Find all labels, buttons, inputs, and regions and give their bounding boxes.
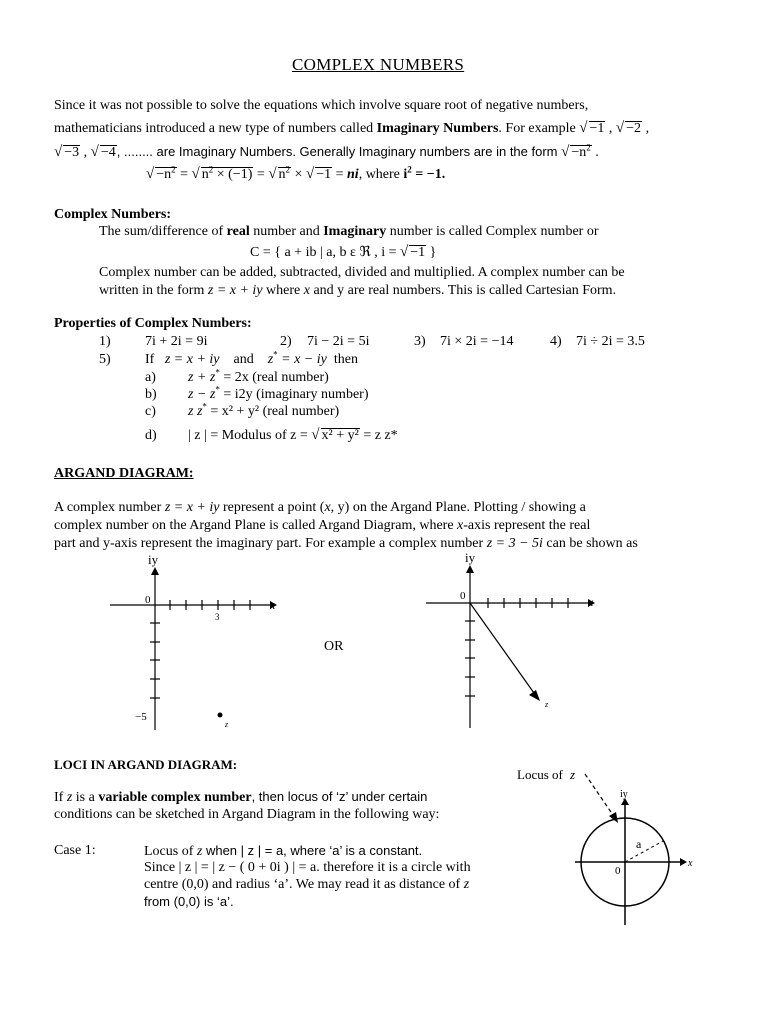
axis-label-iy: iy: [620, 789, 628, 800]
loci-paragraph-2: conditions can be sketched in Argand Diagram in the following way:: [54, 807, 440, 822]
argand-diagram-vector: [420, 548, 610, 733]
radius-label-a: a: [636, 837, 642, 851]
loci-paragraph-1: If z is a variable complex number, then locus of ‘z’ under certain: [54, 789, 428, 805]
property-2-num: 2): [280, 334, 292, 349]
argand-line-1: A complex number z = x + iy represent a point (x, y) on the Argand Plane. Plotting / showing a: [54, 500, 586, 515]
properties-heading: Properties of Complex Numbers:: [54, 316, 252, 331]
complex-set-definition: C = { a + ib | a, b ε ℜ , i = √ −1 }: [250, 244, 437, 260]
axis-label-iy: iy: [465, 550, 476, 565]
case-1-line-4: from (0,0) is ‘a’.: [144, 894, 234, 909]
origin-label: 0: [615, 865, 621, 877]
property-1-num: 1): [99, 334, 111, 349]
intro-line-2: mathematicians introduced a new type of numbers called Imaginary Numbers. For example √ −1 , √ −2 ,: [54, 120, 650, 136]
vector-arrow-icon: [529, 690, 540, 701]
property-2: 7i − 2i = 5i: [307, 334, 370, 349]
vector-label-z: z: [545, 700, 549, 709]
case-1-line-3: centre (0,0) and radius ‘a’. We may read it as distance of z: [144, 877, 470, 892]
argand-heading: ARGAND DIAGRAM:: [54, 466, 194, 481]
intro-line-3: √ −3 , √ −4, ........ are Imaginary Numbers. Generally Imaginary numbers are in the form √ $-n^2$ .: [54, 142, 599, 160]
locus-circle-diagram: [505, 760, 705, 935]
page-title: COMPLEX NUMBERS: [292, 55, 465, 74]
locus-pointer-arrow-icon: [609, 812, 618, 823]
axis-label-x: x: [688, 858, 693, 869]
argand-diagram-point: [100, 550, 290, 735]
locus-label: Locus of: [517, 767, 563, 782]
property-4: 7i ÷ 2i = 3.5: [576, 334, 645, 349]
origin-label: 0: [460, 590, 466, 602]
x-axis-arrow-icon: [680, 858, 687, 866]
case-1-line-2: Since | z | = | z − ( 0 + 0i ) | = a. therefore it is a circle with: [144, 860, 471, 875]
sub-b: z − z* = i2y (imaginary number): [188, 384, 369, 402]
sqrt-neg1: −1: [589, 121, 605, 136]
property-3: 7i × 2i = −14: [440, 334, 514, 349]
complex-numbers-heading: Complex Numbers:: [54, 207, 172, 222]
sub-a-label: a): [145, 370, 156, 385]
imaginary-formula: √ $-n^2$ = √ $n^2 \times (-1)$ = √ $n^2$ × √ −1 = ni, where $i^2 = -1$.: [146, 164, 446, 182]
sub-a: z + z* = 2x (real number): [188, 367, 329, 385]
y-axis-arrow-icon: [466, 565, 474, 573]
argand-line-3: part and y-axis represent the imaginary part. For example a complex number z = 3 − 5i can be shown as: [54, 536, 638, 551]
property-5-num: 5): [99, 352, 111, 367]
cartesian-form-line: written in the form z = x + iy where x and y are real numbers. This is called Cartesian Form.: [99, 283, 617, 298]
or-label: OR: [324, 639, 344, 654]
sub-b-label: b): [145, 387, 157, 402]
tick-label-3: 3: [215, 612, 220, 622]
sub-c-label: c): [145, 404, 156, 419]
point-label-z: z: [225, 720, 229, 729]
loci-heading: LOCI IN ARGAND DIAGRAM:: [54, 757, 238, 772]
y-axis-arrow-icon: [151, 567, 159, 575]
complex-def-line: The sum/difference of real number and Imaginary number is called Complex number or: [99, 224, 599, 239]
complex-operations-line: Complex number can be added, subtracted, divided and multiplied. A complex number can be: [99, 265, 625, 280]
property-3-num: 3): [414, 334, 426, 349]
axis-label-iy: iy: [148, 552, 159, 567]
argand-line-2: complex number on the Argand Plane is called Argand Diagram, where x-axis represent the real: [54, 518, 591, 533]
property-1: 7i + 2i = 9i: [145, 334, 208, 349]
property-4-num: 4): [550, 334, 562, 349]
sqrt-neg2: −2: [626, 121, 642, 136]
sub-d-label: d): [145, 428, 157, 443]
origin-label: 0: [145, 594, 151, 606]
sub-c: z z* = x² + y² (real number): [188, 401, 340, 419]
axis-label-x: x: [270, 598, 276, 612]
locus-label-z: z: [570, 767, 576, 782]
vector-z: [470, 603, 534, 693]
radius-line: [625, 841, 663, 862]
sub-d: | z | = Modulus of z = √ x² + y² = z z*: [188, 427, 398, 443]
intro-line-1: Since it was not possible to solve the equations which involve square root of negative numbers,: [54, 98, 589, 113]
axis-label-x: x: [588, 595, 594, 609]
case-1-label: Case 1:: [54, 843, 96, 858]
tick-label-neg5: −5: [135, 711, 147, 723]
point-z: [218, 713, 223, 718]
locus-pointer: [585, 774, 615, 818]
case-1-line-1: Locus of z when | z | = a, where ‘a’ is a constant.: [144, 843, 423, 859]
property-5: If z = x + iy and z* = x − iy then: [145, 349, 358, 367]
